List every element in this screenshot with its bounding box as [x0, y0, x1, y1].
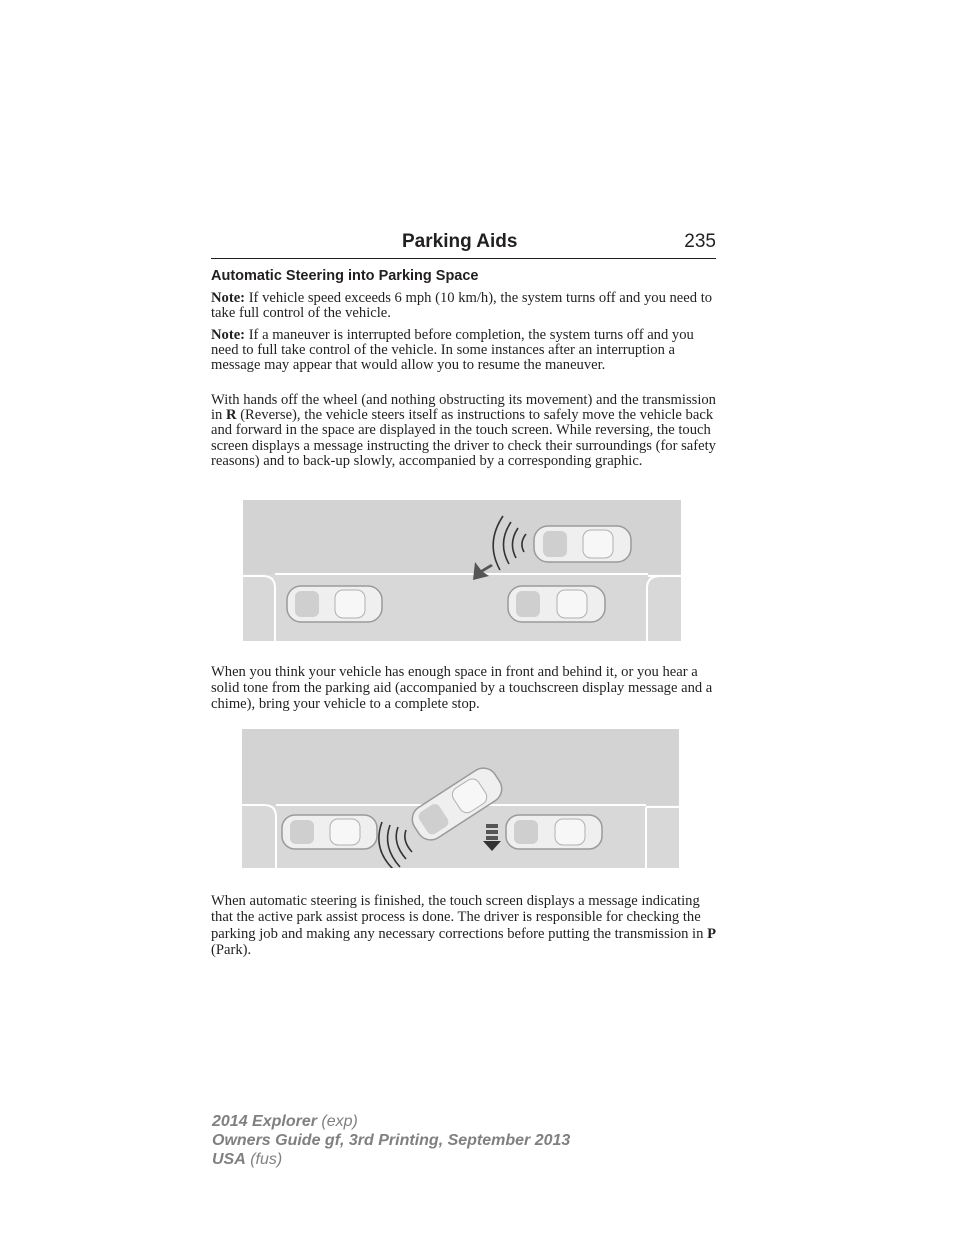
- reverse-gear-label: R: [226, 407, 237, 424]
- footer-printing-line: Owners Guide gf, 3rd Printing, September 2013: [212, 1132, 571, 1149]
- page-number: 235: [684, 231, 716, 252]
- page-title: Parking Aids: [402, 231, 518, 252]
- note-interrupt: [211, 328, 723, 374]
- steering-instructions: [211, 393, 723, 469]
- paragraph-text: (Reverse), the vehicle steers itself as instructions to safely move the vehicle back and forward in the space are displayed in the touch screen. While reversing, the touch screen displays a message instructing the driver to check their surroundings (for safety reasons) and to back-up slowly, accompanied by a corresponding graphic.: [211, 407, 716, 469]
- paragraph-text: With hands off the wheel (and nothing obstructing its movement) and the transmission in: [211, 392, 716, 424]
- parked-car-icon: [508, 586, 605, 622]
- stop-instructions: When you think your vehicle has enough space in front and behind it, or you hear a solid tone from the parking aid (accompanied by a touchscreen display message and a chime), bring your vehicle to a complete stop.: [211, 664, 713, 712]
- note-text: If a maneuver is interrupted before completion, the system turns off and you need to full take control of the vehicle. In some instances after an interruption a message may appear that would allow you to resume the maneuver.: [211, 327, 694, 374]
- completion-instructions: [211, 893, 723, 958]
- section-heading: Automatic Steering into Parking Space: [211, 268, 479, 284]
- note-speed: [211, 291, 723, 321]
- paragraph-text: (Park).: [211, 941, 252, 958]
- note-label: Note:: [211, 327, 246, 343]
- paragraph-text: When automatic steering is finished, the touch screen displays a message indicating that the active park assist process is done. The driver is responsible for checking the parking job and making any necessary corrections before putting the transmission in: [211, 893, 708, 942]
- stop-in-space-illustration: [242, 729, 679, 868]
- page-footer: [212, 1112, 570, 1169]
- parked-car-icon: [282, 815, 377, 849]
- parked-car-icon: [287, 586, 382, 622]
- moving-car-icon: [534, 526, 631, 562]
- page-header: [211, 228, 716, 259]
- note-label: Note:: [211, 290, 246, 306]
- footer-market-line: USA (fus): [212, 1151, 283, 1168]
- parked-car-icon: [506, 815, 602, 849]
- reversing-into-space-illustration: [243, 500, 681, 641]
- park-gear-label: P: [707, 925, 716, 942]
- footer-model-line: 2014 Explorer (exp): [212, 1113, 358, 1130]
- note-text: If vehicle speed exceeds 6 mph (10 km/h), the system turns off and you need to take full control of the vehicle.: [211, 290, 713, 322]
